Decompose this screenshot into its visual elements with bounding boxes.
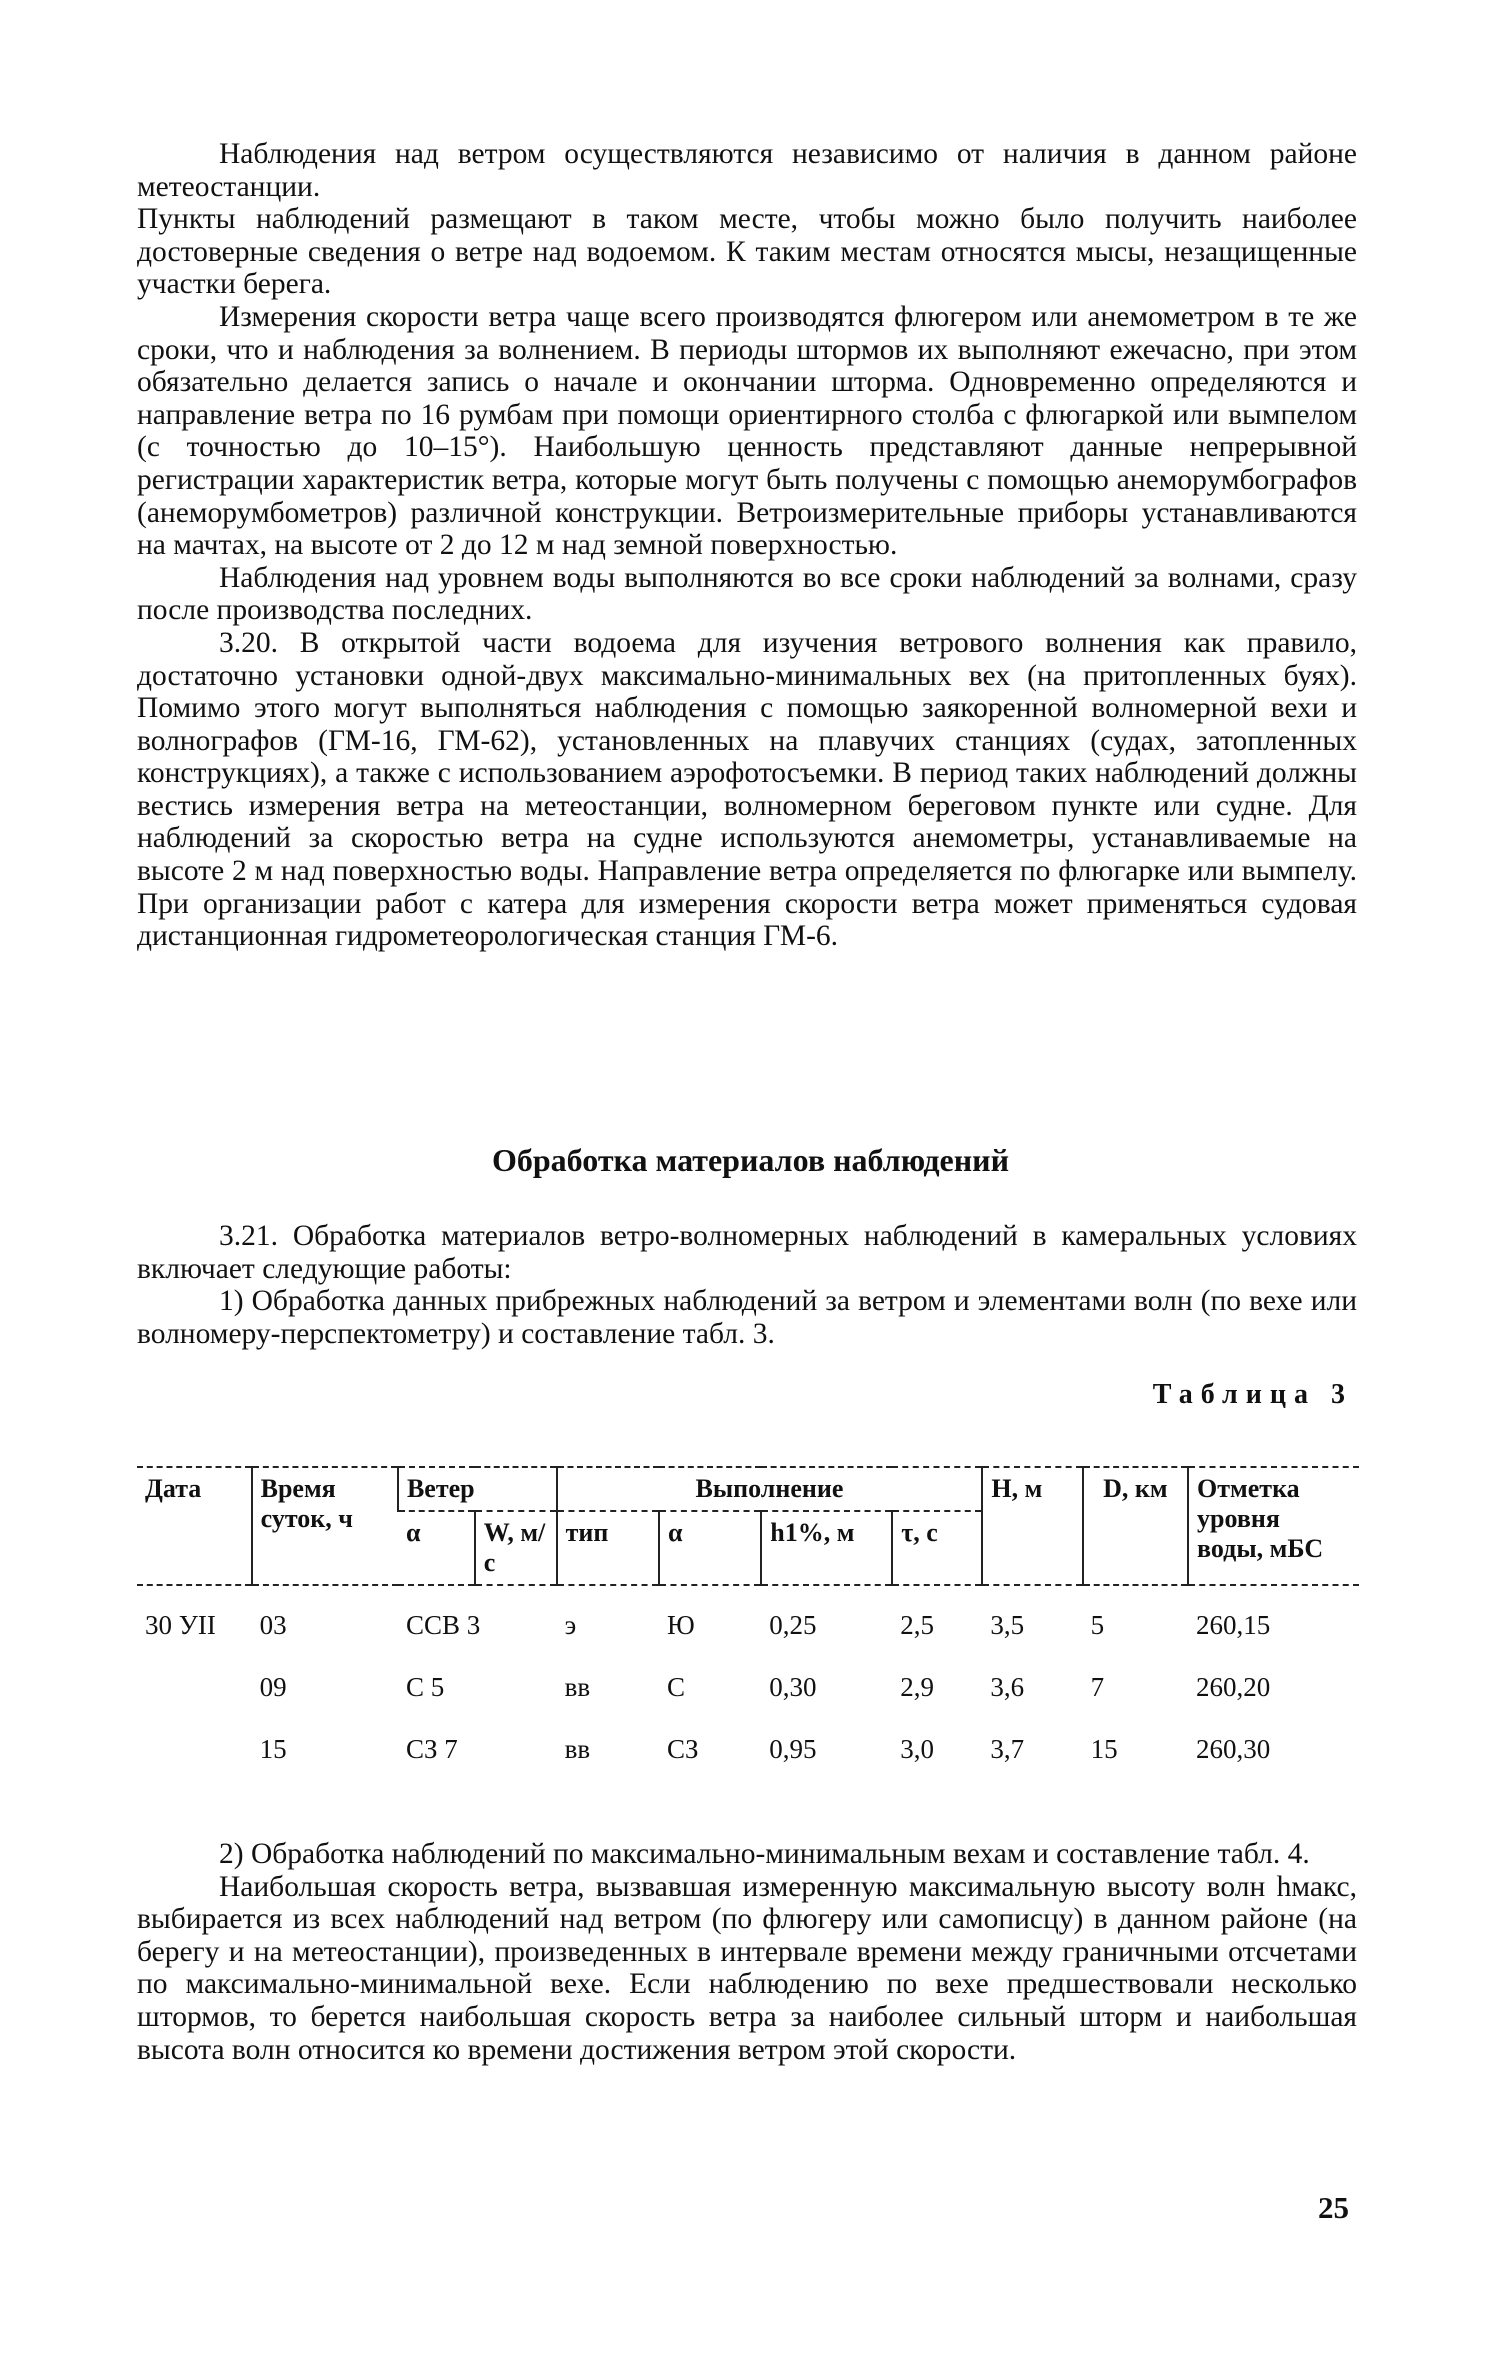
observations-table: [137, 1466, 1359, 1780]
table-header-row: [137, 1467, 1359, 1511]
header-H: H, м: [982, 1467, 1082, 1585]
header-D: D, км: [1083, 1467, 1188, 1585]
cell-tau: 2,5: [900, 1609, 935, 1640]
table-row: [137, 1585, 1359, 1656]
cell-h1: 0,30: [769, 1671, 817, 1702]
header-date: Дата: [137, 1467, 252, 1585]
cell-type: вв: [564, 1733, 591, 1764]
cell-tau: 2,9: [900, 1671, 935, 1702]
table-row: [137, 1656, 1359, 1718]
cell-H: 3,6: [990, 1671, 1025, 1702]
cell-time: 03: [259, 1609, 287, 1640]
cell-tau: 3,0: [900, 1733, 935, 1764]
cell-h1: 0,25: [769, 1609, 817, 1640]
cell-D: 5: [1090, 1609, 1105, 1640]
paragraph-3-21: 3.21. Обработка материалов ветро-волномерных наблюдений в камеральных условиях включает следующие работы:: [137, 1220, 1357, 1285]
cell-alpha: СЗ: [666, 1733, 699, 1764]
cell-level: 260,30: [1196, 1733, 1271, 1764]
paragraph-wind-observations: Наблюдения над ветром осуществляются независимо от наличия в данном районе метеостанции.: [137, 138, 1357, 203]
cell-H: 3,7: [990, 1733, 1025, 1764]
bottom-text-block: [137, 1838, 1357, 2066]
header-wind: Ветер: [398, 1467, 557, 1511]
header-performance: Выполнение: [557, 1467, 983, 1511]
header-time: Время суток, ч: [252, 1467, 398, 1585]
header-alpha: α: [659, 1511, 761, 1585]
cell-level: 260,15: [1196, 1609, 1271, 1640]
header-type: тип: [557, 1511, 659, 1585]
header-wind-speed: W, м/с: [475, 1511, 557, 1585]
paragraph-item-1: 1) Обработка данных прибрежных наблюдений за ветром и элементами волн (по вехе или волномеру-перспектометру) и составление табл. 3.: [137, 1285, 1357, 1350]
cell-wind: С 5: [405, 1671, 445, 1702]
cell-alpha: С: [666, 1671, 685, 1702]
header-wind-dir: α: [398, 1511, 475, 1585]
cell-wind: ССВ 3: [405, 1609, 481, 1640]
header-level: Отметка уровня воды, мБС: [1188, 1467, 1359, 1585]
page-number: 25: [1318, 2190, 1349, 2225]
top-text-block: [137, 138, 1357, 953]
paragraph-max-wind: Наибольшая скорость ветра, вызвавшая измеренную максимальную высоту волн hмакс, выбирается из всех наблюдений над ветром (по флюгеру или самописцу) в данном районе (на берегу и на метеостанции), произведенных в интервале времени между граничными отсчетами по максимально-минимальной вехе. Если наблюдению по вехе предшествовали несколько штормов, то берется наибольшая скорость ветра за наиболее сильный шторм и наибольшая высота волн относится ко времени достижения ветром этой скорости.: [137, 1870, 1357, 2066]
table-caption: Таблица 3: [1152, 1379, 1353, 1410]
cell-date: [137, 1656, 252, 1718]
cell-time: 09: [259, 1671, 287, 1702]
cell-type: вв: [564, 1671, 591, 1702]
cell-h1: 0,95: [769, 1733, 817, 1764]
header-h1: h1%, м: [761, 1511, 892, 1585]
section-heading: Обработка материалов наблюдений: [491, 1142, 1010, 1178]
cell-D: 15: [1090, 1733, 1118, 1764]
cell-H: 3,5: [990, 1609, 1025, 1640]
header-tau: τ, с: [892, 1511, 982, 1585]
cell-alpha: Ю: [666, 1609, 695, 1640]
cell-level: 260,20: [1196, 1671, 1271, 1702]
paragraph-water-level: Наблюдения над уровнем воды выполняются во все сроки наблюдений за волнами, сразу после производства последних.: [137, 561, 1357, 627]
paragraph-wind-measurements: Измерения скорости ветра чаще всего производятся флюгером или анемометром в те же сроки, что и наблюдения за волнением. В периоды штормов их выполняют ежечасно, при этом обязательно делается запись о начале и окончании шторма. Одновременно определяются и направление ветра по 16 румбам при помощи ориентирного столба с флюгаркой или вымпелом (с точностью до 10–15°). Наибольшую ценность представляют данные непрерывной регистрации характеристик ветра, которые могут быть получены с помощью анеморумбографов (анеморумбометров) различной конструкции. Ветроизмерительные приборы устанавливаются на мачтах, на высоте от 2 до 12 м над земной поверхностью.: [137, 300, 1357, 562]
cell-time: 15: [259, 1733, 287, 1764]
cell-date: [137, 1718, 252, 1780]
paragraph-item-2: 2) Обработка наблюдений по максимально-минимальным вехам и составление табл. 4.: [219, 1838, 1310, 1870]
cell-date: 30 УII: [145, 1609, 216, 1640]
mid-text-block: [137, 1220, 1357, 1350]
table-row: [137, 1718, 1359, 1780]
cell-D: 7: [1090, 1671, 1105, 1702]
cell-type: э: [564, 1609, 577, 1640]
paragraph-3-20: 3.20. В открытой части водоема для изучения ветрового волнения как правило, достаточно установки одной-двух максимально-минимальных вех (на притопленных буях). Помимо этого могут выполняться наблюдения с помощью заякоренной волномерной вехи и волнографов (ГМ-16, ГМ-62), установленных на плавучих станциях (судах, затопленных конструкциях), а также с использованием аэрофотосъемки. В период таких наблюдений должны вестись измерения ветра на метеостанции, волномерном береговом пункте или судне. Для наблюдений за скоростью ветра на судне используются анемометры, устанавливаемые на высоте 2 м над поверхностью воды. Направление ветра определяется по флюгарке или вымпелу. При организации работ с катера для измерения скорости ветра может применяться судовая дистанционная гидрометеорологическая станция ГМ-6.: [137, 626, 1357, 953]
cell-wind: СЗ 7: [405, 1733, 458, 1764]
paragraph-observation-points: Пункты наблюдений размещают в таком месте, чтобы можно было получить наиболее достоверные сведения о ветре над водоемом. К таким местам относятся мысы, незащищенные участки берега.: [137, 203, 1357, 301]
